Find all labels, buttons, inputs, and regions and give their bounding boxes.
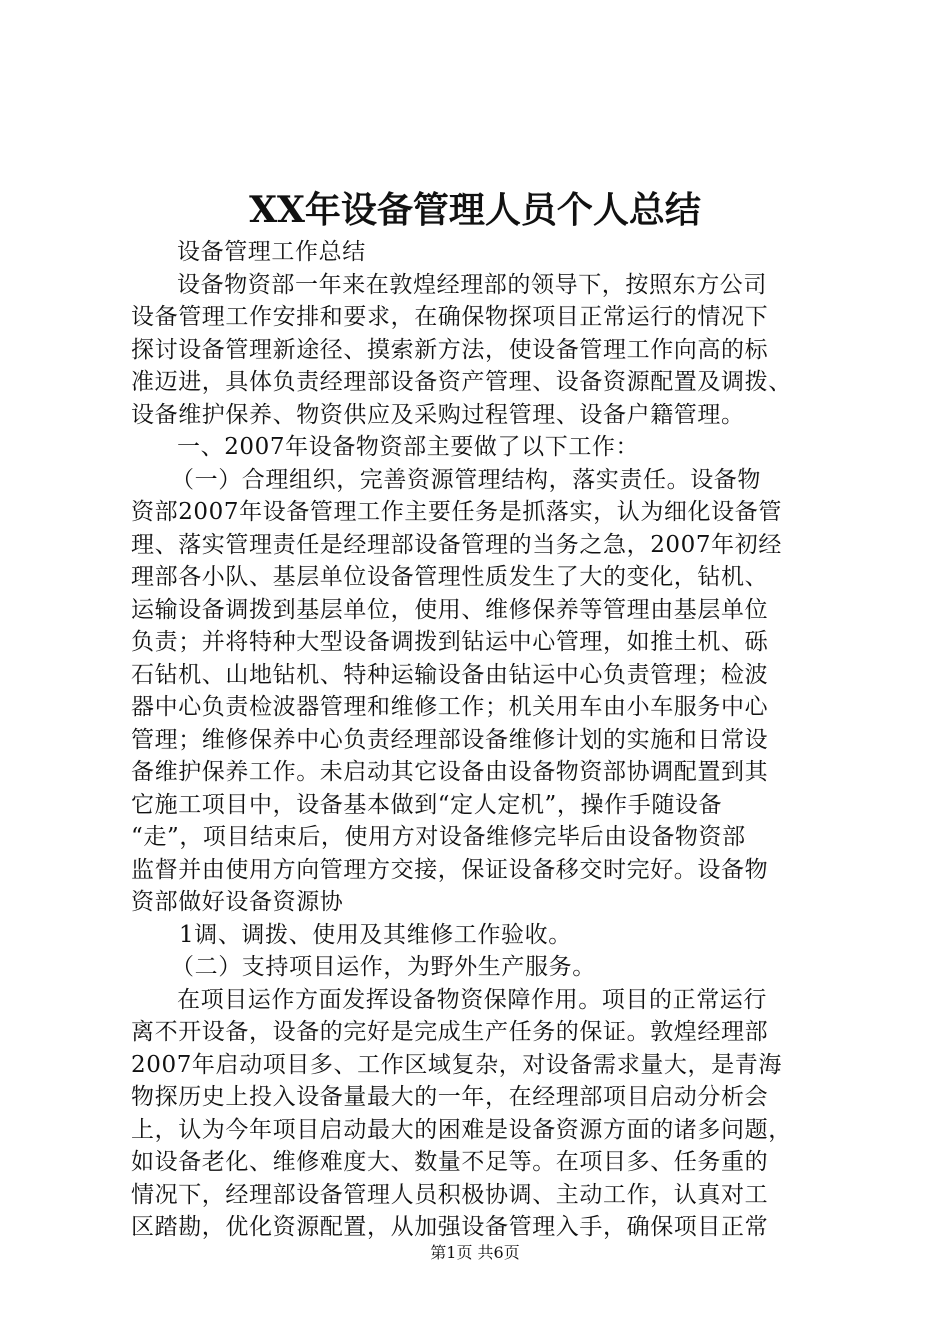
body-line: 备维护保养工作。未启动其它设备由设备物资部协调配置到其 bbox=[131, 759, 769, 785]
body-line: （一）合理组织，完善资源管理结构，落实责任。设备物 bbox=[171, 466, 761, 493]
body-line: 理部各小队、基层单位设备管理性质发生了大的变化，钻机、 bbox=[131, 564, 769, 590]
body-line: 区踏勘，优化资源配置，从加强设备管理入手，确保项目正常 bbox=[131, 1214, 769, 1240]
body-line: 物探历史上投入设备量最大的一年，在经理部项目启动分析会 bbox=[131, 1084, 769, 1110]
body-line: 器中心负责检波器管理和维修工作；机关用车由小车服务中心 bbox=[131, 694, 769, 720]
body-line: 设备维护保养、物资供应及采购过程管理、设备户籍管理。 bbox=[131, 401, 745, 428]
body-line: 负责；并将特种大型设备调拨到钻运中心管理，如推土机、砾 bbox=[131, 629, 769, 655]
body-line: 资部2007年设备管理工作主要任务是抓落实，认为细化设备管 bbox=[131, 499, 782, 525]
body-line: 在项目运作方面发挥设备物资保障作用。项目的正常运行 bbox=[177, 986, 767, 1013]
body-line: 离不开设备，设备的完好是完成生产任务的保证。敦煌经理部 bbox=[131, 1019, 769, 1045]
body-line: “走”，项目结束后，使用方对设备维修完毕后由设备物资部 bbox=[131, 824, 746, 850]
body-line: 运输设备调拨到基层单位，使用、维修保养等管理由基层单位 bbox=[131, 596, 769, 623]
document-title: XX年设备管理人员个人总结 bbox=[249, 189, 701, 231]
body-line: 探讨设备管理新途径、摸索新方法，使设备管理工作向高的标 bbox=[131, 336, 769, 363]
body-line: 石钻机、山地钻机、特种运输设备由钻运中心负责管理；检波 bbox=[131, 661, 769, 688]
body-line: 监督并由使用方向管理方交接，保证设备移交时完好。设备物 bbox=[131, 856, 769, 883]
body-line: 设备管理工作安排和要求，在确保物探项目正常运行的情况下 bbox=[131, 304, 769, 330]
body-line: 它施工项目中，设备基本做到“定人定机”，操作手随设备 bbox=[131, 791, 723, 818]
body-line: 设备管理工作总结 bbox=[177, 239, 366, 265]
body-line: 1调、调拨、使用及其维修工作验收。 bbox=[179, 921, 572, 948]
body-line: 上，认为今年项目启动最大的困难是设备资源方面的诸多问题， bbox=[131, 1116, 792, 1143]
body-line: 2007年启动项目多、工作区域复杂，对设备需求量大，是青海 bbox=[131, 1051, 782, 1078]
body-line: 设备物资部一年来在敦煌经理部的领导下，按照东方公司 bbox=[177, 271, 767, 298]
body-line: （二）支持项目运作，为野外生产服务。 bbox=[171, 954, 596, 980]
body-line: 如设备老化、维修难度大、数量不足等。在项目多、任务重的 bbox=[131, 1149, 769, 1175]
body-line: 情况下，经理部设备管理人员积极协调、主动工作，认真对工 bbox=[131, 1181, 769, 1208]
document-body bbox=[131, 236, 831, 1244]
page-footer: 第1页 共6页 bbox=[430, 1243, 520, 1262]
body-line: 资部做好设备资源协 bbox=[131, 889, 344, 915]
body-line: 准迈进，具体负责经理部设备资产管理、设备资源配置及调拨、 bbox=[131, 369, 792, 395]
body-line: 管理；维修保养中心负责经理部设备维修计划的实施和日常设 bbox=[131, 726, 769, 753]
body-line: 理、落实管理责任是经理部设备管理的当务之急，2007年初经 bbox=[131, 531, 782, 558]
body-line: 一、2007年设备物资部主要做了以下工作： bbox=[177, 434, 640, 460]
